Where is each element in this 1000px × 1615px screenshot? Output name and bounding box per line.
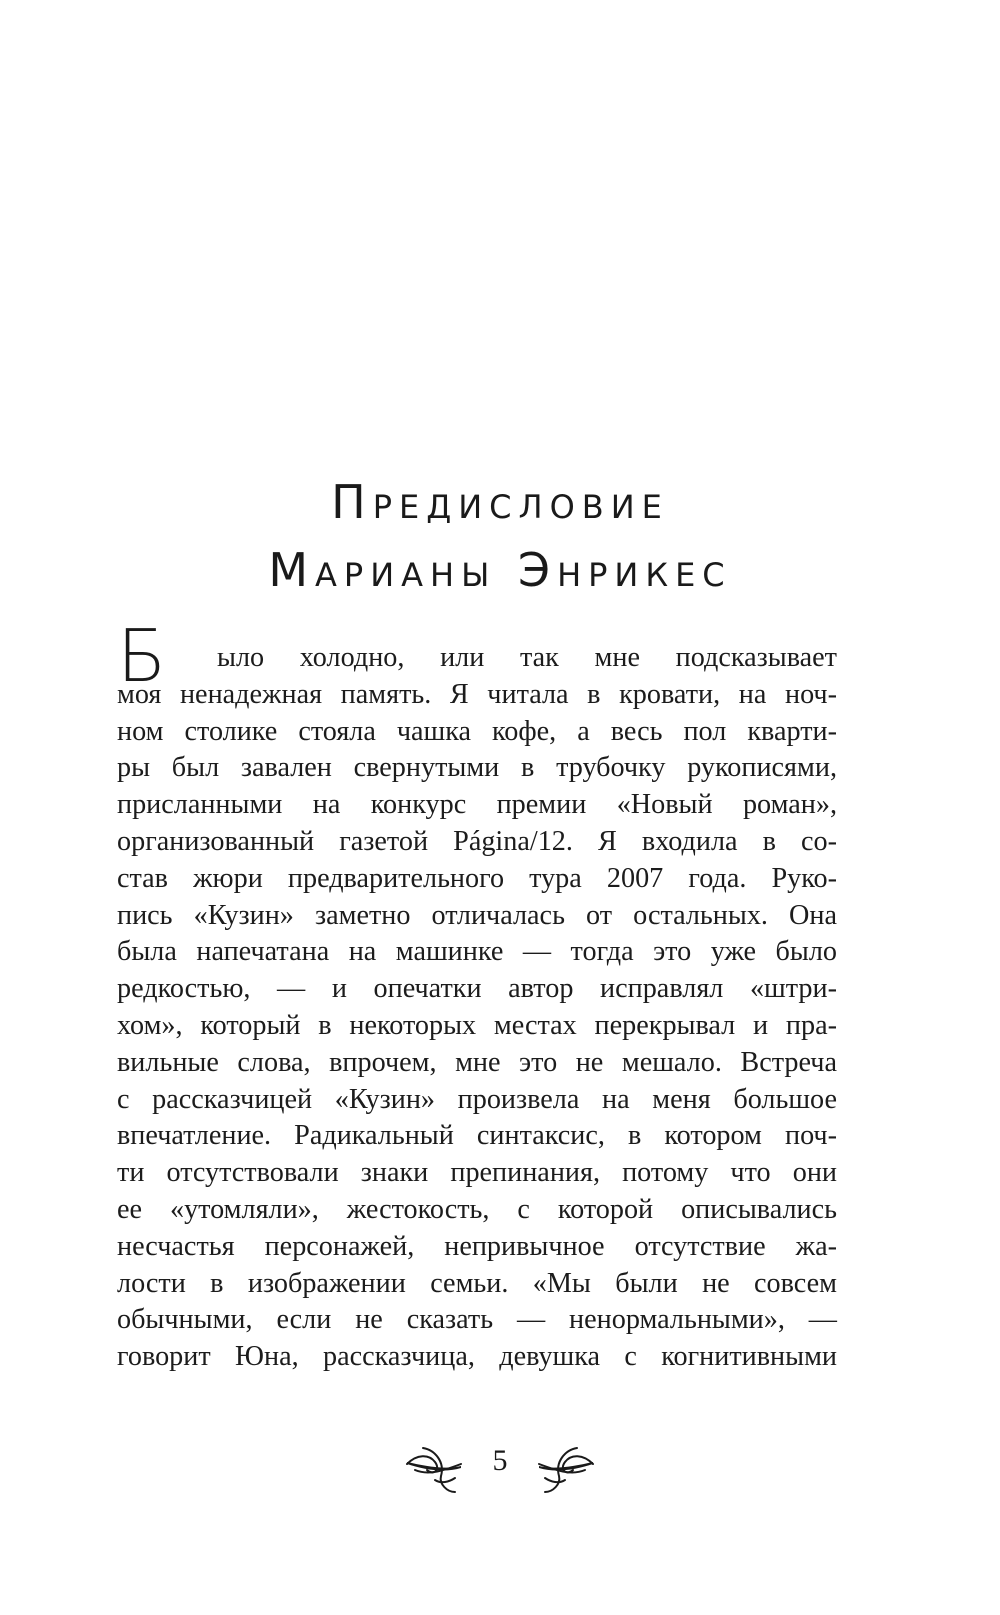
chapter-title-line-1: Предисловие bbox=[331, 475, 669, 529]
text-line: ти отсутствовали знаки препинания, потому что они bbox=[117, 1157, 837, 1189]
text-line: пись «Кузин» заметно отличалась от остальных. Она bbox=[117, 899, 837, 931]
text-line: говорит Юна, рассказчица, девушка с когнитивными bbox=[117, 1341, 837, 1373]
text-line: хом», который в некоторых местах перекрывал и пра- bbox=[117, 1009, 837, 1041]
text-line: ры был завален свернутыми в трубочку рукописями, bbox=[117, 752, 837, 784]
text-line: обычными, если не сказать — ненормальными», — bbox=[117, 1304, 837, 1336]
chapter-title bbox=[0, 468, 1000, 604]
text-line: ее «утомляли», жестокость, с которой описывались bbox=[117, 1193, 837, 1225]
text-line: вильные слова, впрочем, мне это не мешало. Встреча bbox=[117, 1046, 837, 1078]
body-paragraph bbox=[117, 614, 837, 1376]
chapter-title-line-2: Марианы Энрикес bbox=[268, 543, 732, 597]
text-line: моя ненадежная память. Я читала в кровати, на ноч- bbox=[117, 678, 837, 710]
text-line: с рассказчицей «Кузин» произвела на меня большое bbox=[117, 1083, 837, 1115]
text-line: организованный газетой Página/12. Я входила в со- bbox=[117, 825, 837, 857]
page-number: 5 bbox=[492, 1444, 508, 1477]
text-line: ном столике стояла чашка кофе, а весь пол кварти- bbox=[117, 715, 837, 747]
first-line-text: ыло холодно, или так мне подсказывает bbox=[217, 642, 837, 673]
text-line: редкостью, — и опечатки автор исправлял «штри- bbox=[117, 973, 837, 1005]
drop-cap: Б bbox=[117, 614, 167, 698]
text-line: лости в изображении семьи. «Мы были не совсем bbox=[117, 1267, 837, 1299]
text-line: была напечатана на машинке — тогда это уже было bbox=[117, 936, 837, 968]
text-line: несчастья персонажей, непривычное отсутствие жа- bbox=[117, 1230, 837, 1262]
text-line: впечатление. Радикальный синтаксис, в котором поч- bbox=[117, 1120, 837, 1152]
text-line: став жюри предварительного тура 2007 года. Руко- bbox=[117, 862, 837, 894]
text-line: присланными на конкурс премии «Новый роман», bbox=[117, 789, 837, 821]
